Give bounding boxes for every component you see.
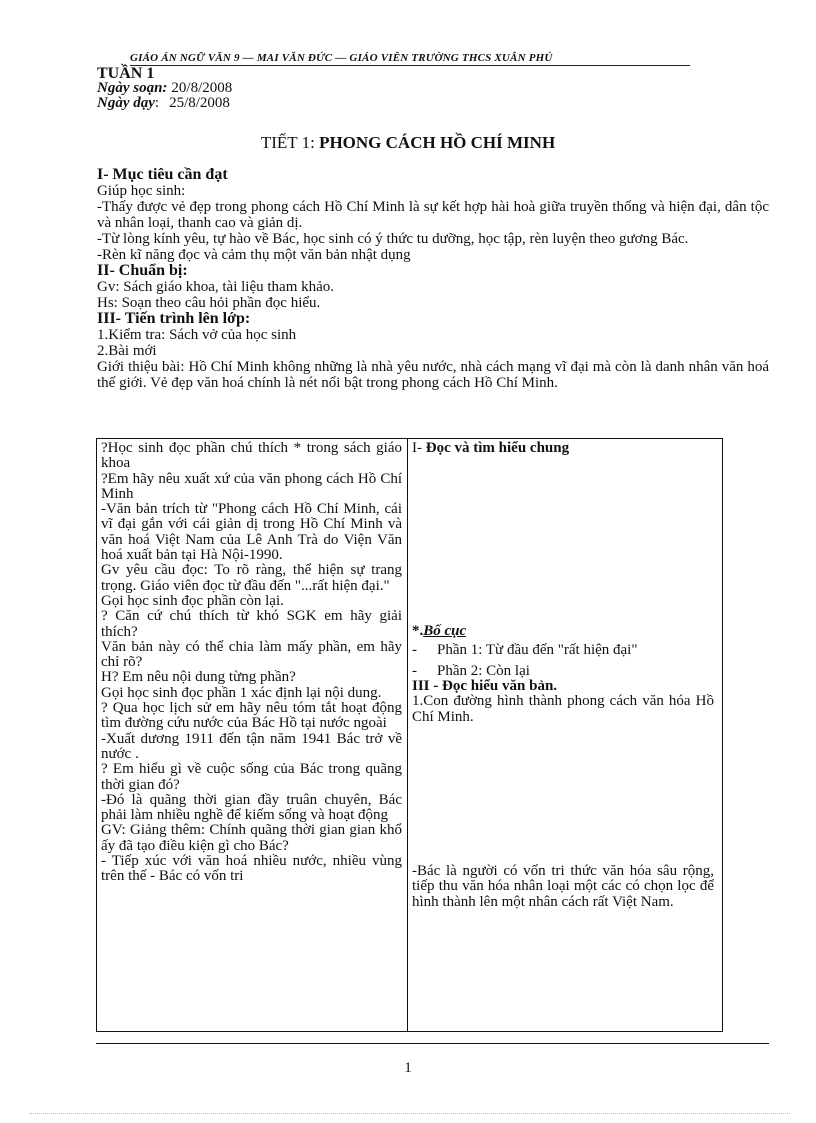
layout-mark: *. [412,623,424,640]
layout-part [412,664,714,679]
section3-line: 2.Bài mới [97,343,157,359]
page-bottom-border [30,1113,790,1114]
section-read-prefix: I- [412,440,426,456]
section2-line: Gv: Sách giáo khoa, tài liệu tham khảo. [97,279,335,295]
layout-label: Bố cục [423,623,467,640]
section1-line: Giúp học sinh: [97,183,186,199]
prep-date-value: 20/8/2008 [171,80,233,96]
activity-item: ? Em hiểu gì về cuộc sống của Bác trong quãng thời gian đó? [101,761,402,793]
analysis-note: -Bác là người có vốn tri thức văn hóa sâu rộng, tiếp thu văn hóa nhân loại một các có chọn lọc để hình thành lên một nhân cách rất Việt Nam. [412,863,714,910]
section1-line: -Rèn kĩ năng đọc và cảm thụ một văn bản nhật dụng [97,247,411,263]
spacer [412,725,714,864]
activity-item: ?Em hãy nêu xuất xứ của văn phong cách Hồ Chí Minh [101,470,402,502]
section3-heading: III- Tiến trình lên lớp: [97,310,251,327]
prep-date-label: Ngày soạn: [97,80,168,96]
layout-part-text: Phần 1: Từ đầu đến "rất hiện đại" [437,641,638,658]
activity-item: - Tiếp xúc với văn hoá nhiều nước, nhiều vùng trên thế - Bác có vốn tri [101,853,402,885]
section2-line: Hs: Soạn theo câu hỏi phần đọc hiểu. [97,295,321,311]
activity-item: GV: Giảng thêm: Chính quãng thời gian gian khổ ấy đã tạo điều kiện gì cho Bác? [101,822,402,854]
week-label: TUẦN 1 [97,65,155,82]
teach-date-row [97,96,232,111]
section1-line: -Thấy được vẻ đẹp trong phong cách Hồ Chí Minh là sự kết hợp hài hoà giữa truyền thống và hiện đại, dân tộc và nhân loại, thanh cao và giản dị. [97,199,769,231]
activity-item: -Văn bản trích từ "Phong cách Hồ Chí Minh, cái vĩ đại gắn với cái giản dị trong Hồ Chí Minh và văn hoá Việt Nam của Lê Anh Trà do Viện Văn hoá xuất bản tại Hà Nội-1990. [101,501,402,564]
page-number: 1 [404,1060,412,1076]
section-analysis-heading: III - Đọc hiểu văn bản. [412,678,558,695]
activity-item: H? Em nêu nội dung từng phần? [101,669,296,686]
lesson-title-main: PHONG CÁCH HỒ CHÍ MINH [319,133,556,152]
section-analysis-sub: 1.Con đường hình thành phong cách văn hóa Hồ Chí Minh. [412,693,714,725]
activity-item: Văn bản này có thể chia làm mấy phần, em hãy chỉ rõ? [101,638,402,671]
section-read-title: Đọc và tìm hiểu chung [425,440,570,456]
lesson-table [96,438,723,1032]
section-read-heading [412,441,714,456]
activity-item: -Xuất dương 1911 đến tận năm 1941 Bác trở về nước . [101,730,402,762]
teach-date-label: Ngày dạy [97,95,155,111]
page-header: GIÁO ÁN NGỮ VĂN 9 — MAI VĂN ĐỨC — GIÁO VIÊN TRƯỜNG THCS XUÂN PHÚ [130,51,690,66]
section3-line: 1.Kiểm tra: Sách vở của học sinh [97,327,297,343]
content-column [408,439,722,1031]
lesson-title-prefix: TIẾT 1: [260,133,315,152]
teach-date-value: 25/8/2008 [169,95,230,111]
activity-item: Gọi học sinh đọc phần còn lại. [101,592,284,609]
activity-item: Gv yêu cầu đọc: To rõ ràng, thể hiện sự trang trọng. Giáo viên đọc từ đầu đến "...rất hiện đại." [101,562,402,594]
section2-heading: II- Chuẩn bị: [97,262,188,279]
prep-date-row [97,81,232,96]
bullet: - [412,662,417,679]
bullet: - [412,641,417,658]
activity-item: ? Căn cứ chú thích từ khó SGK em hãy giải thích? [101,608,402,640]
section3-line: Giới thiệu bài: Hồ Chí Minh không những là nhà yêu nước, nhà cách mạng vĩ đại mà còn là danh nhân văn hoá thế giới. Vẻ đẹp văn hoá chính là nét nổi bật trong phong cách Hồ Chí Minh. [97,359,769,391]
section1-line: -Từ lòng kính yêu, tự hào về Bác, học sinh có ý thức tu dưỡng, học tập, rèn luyện theo gương Bác. [97,231,689,247]
section1-heading: I- Mục tiêu cần đạt [97,166,228,183]
teach-date-colon: : [154,95,160,111]
layout-heading [412,624,714,639]
footer-rule [96,1043,769,1044]
activity-item: Gọi học sinh đọc phần 1 xác định lại nội dung. [101,684,382,701]
layout-part [412,643,714,658]
spacer [412,456,714,624]
lesson-intro [97,167,769,391]
activities-column [97,439,408,1031]
activity-item: -Đó là quãng thời gian đầy truân chuyên, Bác phải làm nhiều nghề để kiếm sống và hoạt động [101,791,402,824]
activity-item: ?Học sinh đọc phần chú thích * trong sách giáo khoa [101,440,402,472]
lesson-title [0,133,816,153]
layout-part-text: Phần 2: Còn lại [437,662,530,679]
activity-item: ? Qua học lịch sử em hãy nêu tóm tắt hoạt động tìm đường cứu nước của Bác Hồ tại nước ngoài [101,700,402,732]
lesson-meta [97,66,232,111]
